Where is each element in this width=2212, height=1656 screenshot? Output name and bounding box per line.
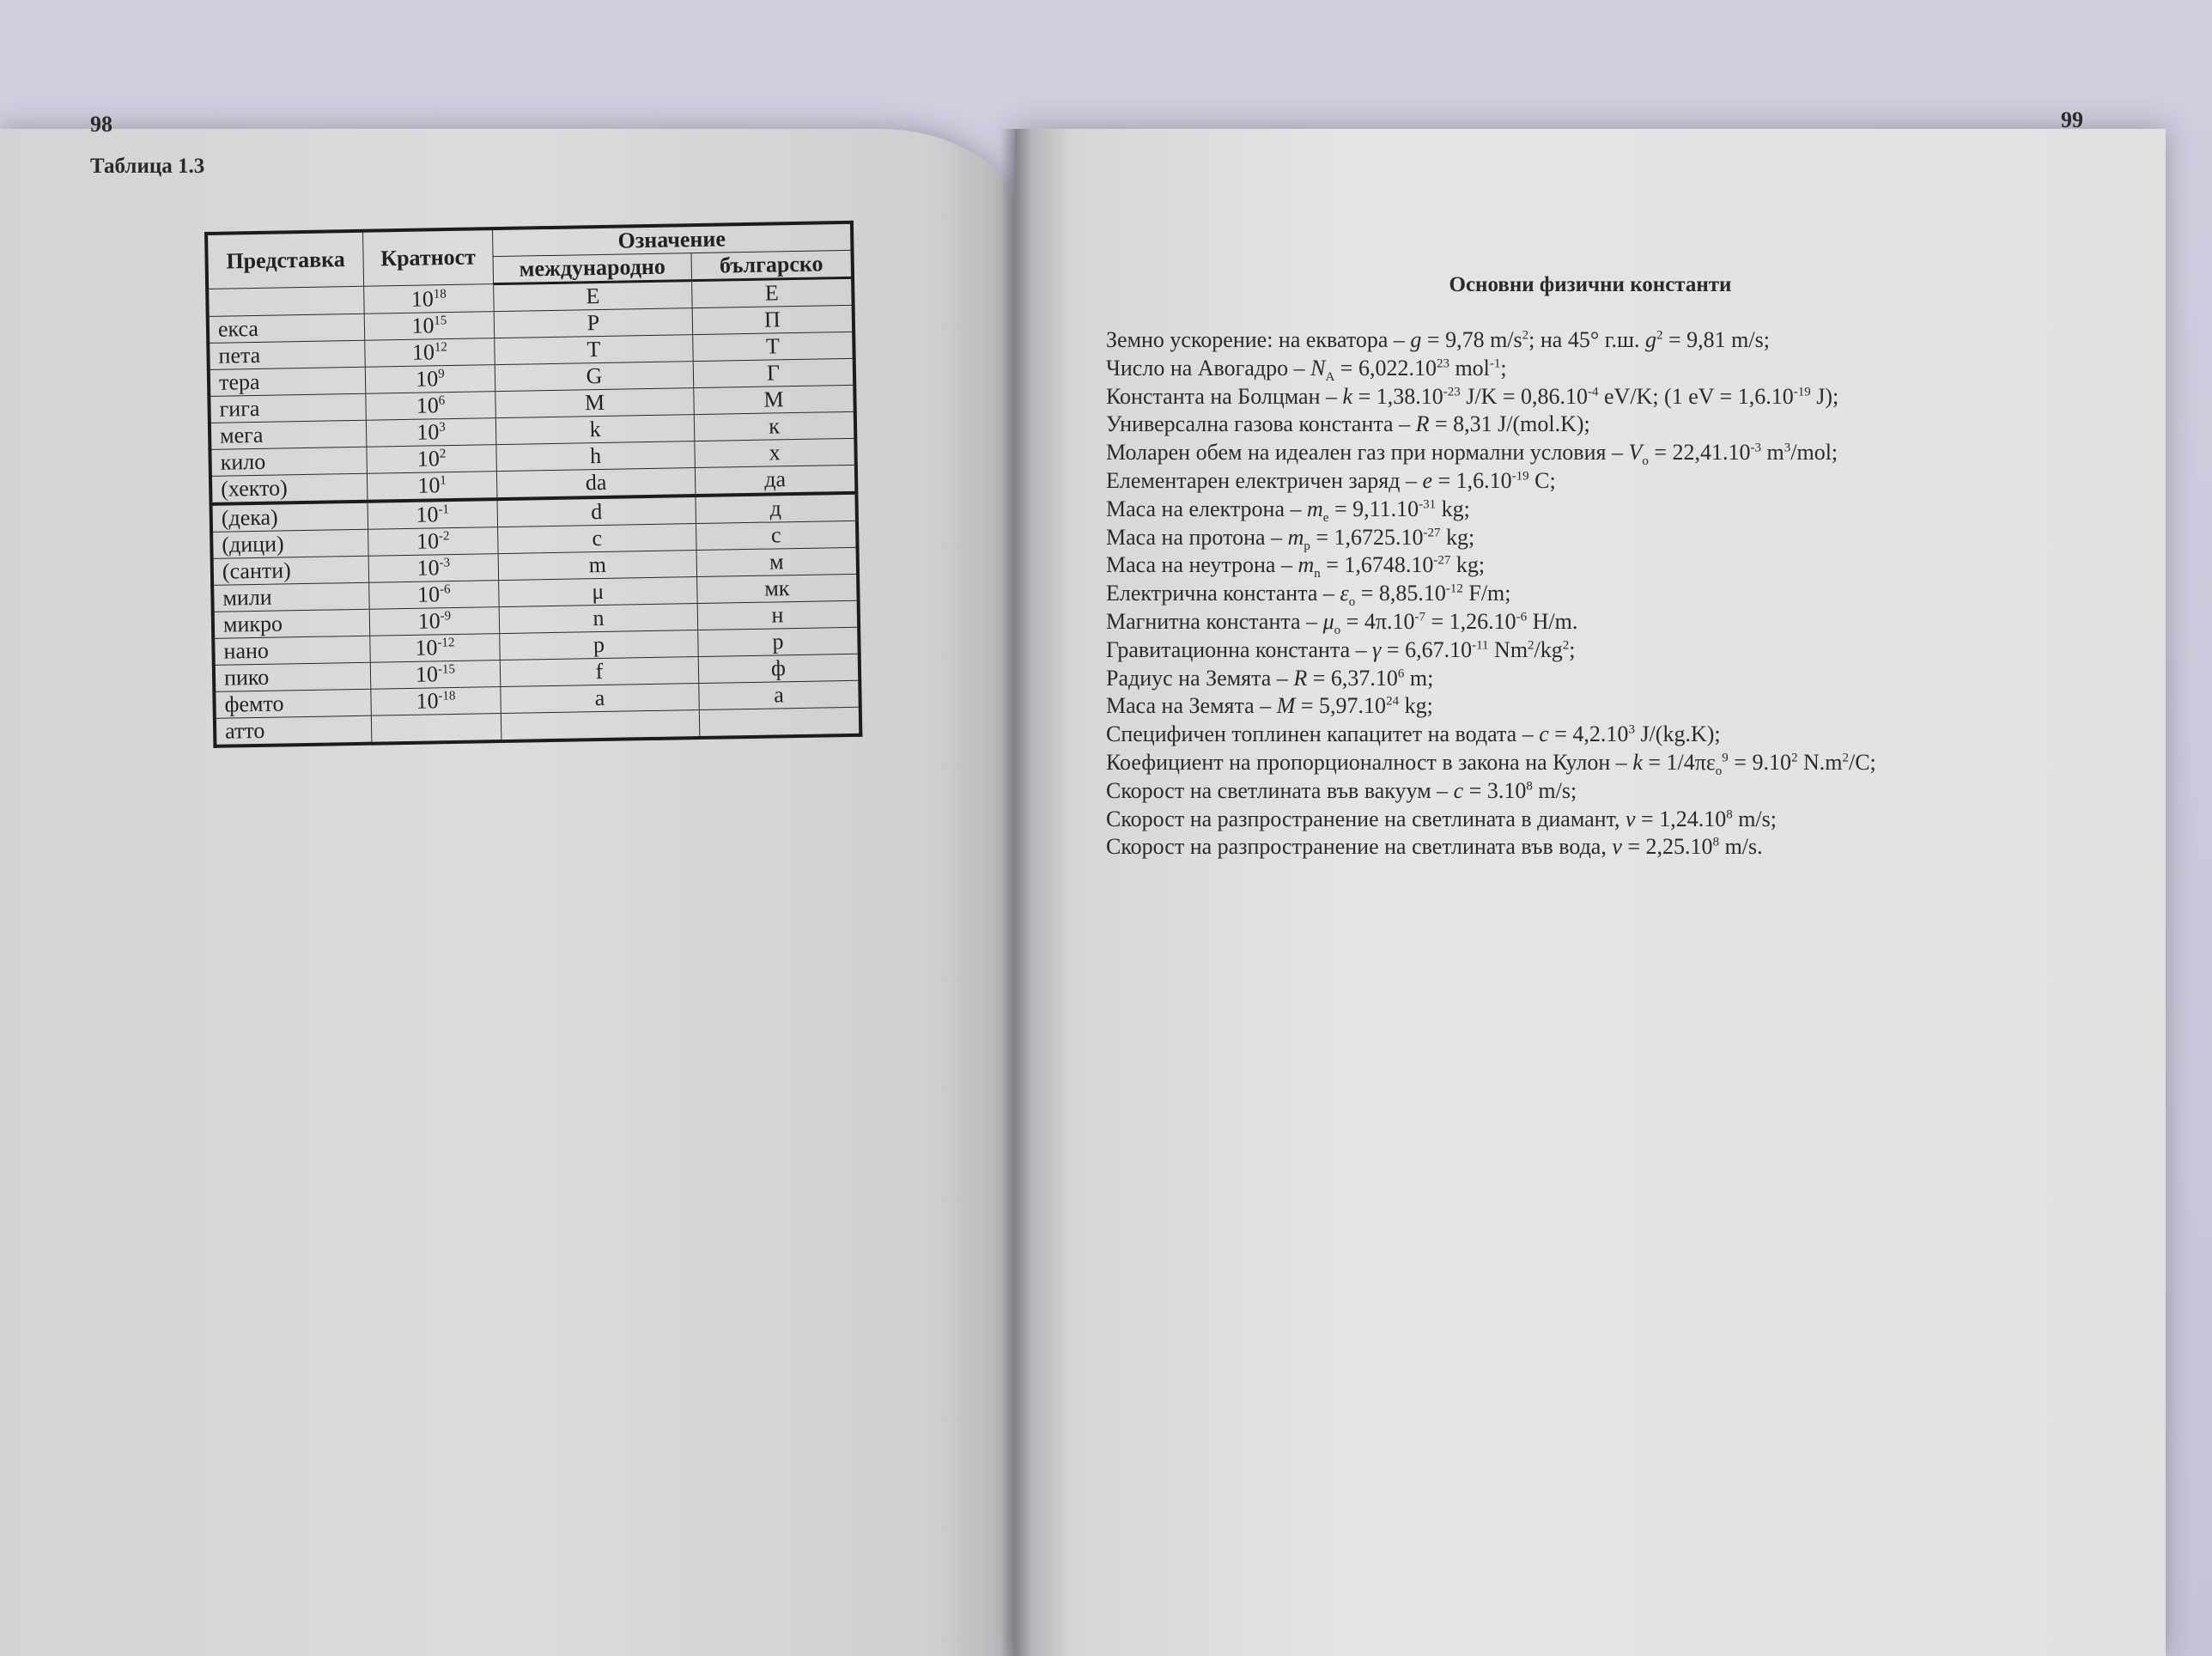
constant-symbol: N xyxy=(1310,355,1326,381)
constant-symbol: v xyxy=(1625,806,1636,831)
multiple-exponent: 9 xyxy=(438,367,445,381)
constant-text: = 6,022.10 xyxy=(1334,355,1437,381)
constant-text: Число на Авогадро – xyxy=(1106,355,1311,381)
international-symbol-cell: k xyxy=(495,415,695,445)
constant-line xyxy=(1106,665,1876,693)
constant-superscript: 3 xyxy=(1784,441,1791,455)
multiple-exponent: -15 xyxy=(437,662,456,677)
constant-superscript: -6 xyxy=(1516,610,1528,624)
constant-text: Радиус на Земята – xyxy=(1106,665,1294,691)
constant-line xyxy=(1106,411,1876,439)
constant-text: Маса на електрона – xyxy=(1106,496,1307,521)
constant-text: Земно ускорение: на екватора – xyxy=(1106,327,1411,352)
constant-text: mol xyxy=(1449,355,1490,381)
international-symbol-cell: p xyxy=(500,630,699,661)
constant-text: /mol; xyxy=(1790,440,1838,466)
constant-superscript: -31 xyxy=(1419,497,1437,512)
bulgarian-symbol-cell: да xyxy=(695,465,856,496)
prefix-name-cell: микро xyxy=(213,609,370,638)
constant-line xyxy=(1106,439,1876,467)
constant-text: = 1/4πε xyxy=(1642,749,1716,775)
multiple-base: 10 xyxy=(416,502,439,527)
prefix-name-cell: пико xyxy=(214,662,371,691)
multiple-exponent: 3 xyxy=(439,420,446,435)
bulgarian-symbol-cell: д xyxy=(696,493,857,524)
multiple-cell xyxy=(366,392,496,421)
multiple-exponent: 18 xyxy=(433,286,447,301)
prefix-name-cell xyxy=(207,286,364,316)
constant-superscript: -23 xyxy=(1443,384,1461,399)
header-bulgarian: българско xyxy=(691,250,853,280)
multiple-base: 10 xyxy=(417,472,441,498)
constant-text: = 2,25.10 xyxy=(1621,834,1713,860)
multiple-cell xyxy=(370,661,501,690)
header-designation: Означение xyxy=(492,222,852,257)
multiple-cell xyxy=(368,527,499,557)
section-title: Основни физични константи xyxy=(1449,273,1732,296)
constant-symbol: k xyxy=(1342,383,1353,409)
constant-text: = 1,26.10 xyxy=(1425,608,1516,634)
multiple-base: 10 xyxy=(416,528,440,554)
constant-subscript: o xyxy=(1715,764,1723,779)
multiple-cell xyxy=(371,687,501,716)
constant-symbol: k xyxy=(1632,749,1643,775)
constant-text: Константа на Болцман – xyxy=(1106,383,1343,409)
multiple-base: 10 xyxy=(415,661,439,687)
header-prefix: Представка xyxy=(206,231,364,289)
left-page-number: 98 xyxy=(90,112,112,137)
constant-text: Скорост на светлината във вакуум – xyxy=(1106,777,1454,803)
bulgarian-symbol-cell: с xyxy=(696,521,858,550)
constant-superscript: 24 xyxy=(1386,694,1400,709)
constant-symbol: e xyxy=(1422,467,1432,493)
constant-superscript: -19 xyxy=(1793,384,1811,399)
constant-text: ; xyxy=(1869,749,1876,775)
prefix-name-cell: екса xyxy=(208,314,365,343)
bulgarian-symbol-cell: Е xyxy=(692,277,854,307)
constant-subscript: o xyxy=(1348,595,1356,610)
constant-text: Гравитационна константа – xyxy=(1106,636,1373,662)
prefix-name-cell: тера xyxy=(209,367,366,396)
header-multiple: Кратност xyxy=(363,228,494,286)
constant-text: = 9,81 m/s xyxy=(1662,327,1764,352)
multiple-exponent: -9 xyxy=(440,609,452,624)
constant-text: H/m. xyxy=(1527,608,1578,634)
constant-superscript: 9 xyxy=(1722,751,1729,765)
constant-text: F/m; xyxy=(1462,581,1511,606)
multiple-base: 10 xyxy=(416,555,440,581)
international-symbol-cell: da xyxy=(496,468,696,500)
constant-superscript: 8 xyxy=(1726,807,1733,821)
bulgarian-symbol-cell: а xyxy=(699,680,860,709)
constant-text: m/s; xyxy=(1732,806,1777,831)
constant-text: = 8,31 J/(mol.K); xyxy=(1429,411,1590,437)
constant-subscript: p xyxy=(1304,539,1310,553)
international-symbol-cell: a xyxy=(501,684,700,714)
multiple-exponent: 2 xyxy=(439,447,447,461)
constant-text: Коефициент на пропорционалност в закона на Кулон – xyxy=(1106,749,1633,775)
prefix-name-cell: кило xyxy=(210,447,367,476)
right-page-number: 99 xyxy=(2061,107,2083,132)
international-symbol-cell: P xyxy=(494,308,693,338)
constant-text: Моларен обем на идеален газ при нормални условия – xyxy=(1106,440,1629,466)
prefix-name-cell: фемто xyxy=(214,689,371,718)
constant-text: = 1,6725.10 xyxy=(1310,524,1424,550)
multiple-cell xyxy=(365,338,495,368)
book-gutter xyxy=(1000,129,1031,1656)
constant-text: Универсална газова константа – xyxy=(1106,411,1416,437)
constant-text: Магнитна константа – xyxy=(1106,608,1323,634)
prefix-name-cell: (дици) xyxy=(211,529,368,558)
constant-subscript: n xyxy=(1314,567,1321,581)
constant-superscript: 3 xyxy=(1628,722,1635,737)
prefix-table-body xyxy=(207,277,860,746)
constant-superscript: 2 xyxy=(1656,328,1663,343)
constant-text: /C xyxy=(1848,749,1870,775)
multiple-exponent: -6 xyxy=(439,582,451,597)
constant-superscript: -7 xyxy=(1414,610,1425,624)
constant-text: ; xyxy=(1763,327,1770,352)
constant-symbol: V xyxy=(1628,440,1643,466)
multiple-exponent: 12 xyxy=(434,340,448,355)
multiple-exponent: 15 xyxy=(434,314,447,328)
constant-subscript: o xyxy=(1334,624,1341,638)
constant-superscript: 2 xyxy=(1842,751,1849,765)
constant-symbol: m xyxy=(1287,524,1304,550)
constant-text: Елементарен електричен заряд – xyxy=(1106,467,1423,493)
multiple-base: 10 xyxy=(416,581,441,607)
constant-superscript: 8 xyxy=(1526,779,1533,794)
bulgarian-symbol-cell: П xyxy=(692,305,854,334)
constant-text: Скорост на разпространение на светлината в диамант, xyxy=(1106,806,1626,831)
multiple-cell xyxy=(370,634,501,663)
constant-text: N.m xyxy=(1797,749,1843,775)
prefix-name-cell: атто xyxy=(215,715,372,746)
constant-symbol: R xyxy=(1415,411,1430,437)
constant-line xyxy=(1106,326,1876,355)
constant-symbol: g xyxy=(1644,327,1656,352)
bulgarian-symbol-cell: н xyxy=(697,600,859,630)
multiple-base: 10 xyxy=(416,446,441,472)
constant-line xyxy=(1106,749,1876,777)
constant-symbol: μ xyxy=(1322,608,1334,634)
prefix-name-cell: нано xyxy=(213,636,370,665)
international-symbol-cell: E xyxy=(494,281,693,312)
bulgarian-symbol-cell: Т xyxy=(693,332,854,361)
multiple-exponent: 1 xyxy=(440,473,447,488)
multiple-base: 10 xyxy=(415,635,438,661)
constant-text: ; xyxy=(1500,355,1507,381)
prefix-name-cell: (хекто) xyxy=(210,473,368,504)
prefix-name-cell: гига xyxy=(209,393,366,423)
constant-symbol: c xyxy=(1453,777,1464,803)
multiple-exponent: -18 xyxy=(438,689,456,703)
constant-text: m/s; xyxy=(1532,777,1577,803)
constant-superscript: 8 xyxy=(1712,835,1720,849)
constant-superscript: -27 xyxy=(1433,553,1451,568)
constant-superscript: 2 xyxy=(1528,638,1534,653)
prefix-name-cell: мега xyxy=(210,420,367,449)
prefix-name-cell: мили xyxy=(212,582,369,612)
constant-text: = 1,38.10 xyxy=(1352,383,1443,409)
multiple-exponent: -1 xyxy=(438,502,450,517)
constant-text: C; xyxy=(1528,467,1556,493)
constant-symbol: m xyxy=(1297,552,1315,578)
international-symbol-cell: d xyxy=(497,496,696,527)
constant-text: Специфичен топлинен капацитет на водата – xyxy=(1106,721,1540,747)
constant-text: = 8,85.10 xyxy=(1355,581,1446,606)
constant-text: = 4,2.10 xyxy=(1548,721,1629,747)
multiple-base: 10 xyxy=(416,366,439,392)
constant-line xyxy=(1106,524,1876,552)
bulgarian-symbol-cell: х xyxy=(695,438,856,467)
international-symbol-cell: T xyxy=(495,335,694,365)
constant-subscript: o xyxy=(1642,454,1649,469)
constant-superscript: 23 xyxy=(1436,356,1449,371)
international-symbol-cell: m xyxy=(498,551,697,581)
multiple-base: 10 xyxy=(416,393,440,418)
constant-text: /kg xyxy=(1534,636,1563,662)
constant-text: J); xyxy=(1810,383,1839,409)
constant-subscript: e xyxy=(1322,510,1329,525)
constant-superscript: -11 xyxy=(1472,638,1489,653)
constant-text: = 1,6.10 xyxy=(1432,467,1512,493)
prefix-name-cell: пета xyxy=(208,340,365,369)
constant-text: = 1,6748.10 xyxy=(1320,552,1434,578)
multiple-cell xyxy=(368,499,498,529)
constant-superscript: -27 xyxy=(1423,525,1441,539)
bulgarian-symbol-cell: м xyxy=(696,547,858,576)
constant-text: ; на 45° г.ш. xyxy=(1528,327,1645,352)
bulgarian-symbol-cell xyxy=(699,707,860,738)
bulgarian-symbol-cell: Г xyxy=(693,358,854,387)
multiple-base: 10 xyxy=(417,608,441,634)
constant-text: = 6,67.10 xyxy=(1381,636,1473,662)
constant-text: Скорост на разпространение на светлината във вода, xyxy=(1106,834,1613,860)
multiple-cell xyxy=(367,472,497,502)
international-symbol-cell: n xyxy=(499,604,698,634)
multiple-cell xyxy=(365,365,495,394)
multiple-base: 10 xyxy=(416,419,440,445)
constant-text: m/s. xyxy=(1719,834,1763,860)
multiple-exponent: -3 xyxy=(439,556,451,570)
multiple-cell xyxy=(369,607,500,636)
international-symbol-cell xyxy=(501,710,700,742)
constant-line xyxy=(1106,467,1876,496)
constant-line xyxy=(1106,551,1876,580)
constant-symbol: g xyxy=(1410,327,1422,352)
constant-line xyxy=(1106,383,1876,411)
constant-symbol: γ xyxy=(1372,636,1382,662)
constant-line xyxy=(1106,777,1876,806)
constants-list xyxy=(1106,326,1876,861)
constant-subscript: A xyxy=(1325,369,1335,384)
multiple-base: 10 xyxy=(411,313,434,338)
constant-text: = 9.10 xyxy=(1728,749,1791,775)
multiple-base: 10 xyxy=(410,285,434,312)
constant-line xyxy=(1106,355,1876,383)
constant-text: = 9,78 m/s xyxy=(1421,327,1522,352)
multiple-cell xyxy=(364,284,495,314)
constant-line xyxy=(1106,721,1876,749)
multiple-cell xyxy=(367,445,497,474)
constant-text: = 22,41.10 xyxy=(1648,440,1751,466)
constant-line xyxy=(1106,806,1876,834)
constant-symbol: m xyxy=(1307,496,1323,521)
international-symbol-cell: c xyxy=(498,524,697,554)
constant-line xyxy=(1106,692,1876,721)
bulgarian-symbol-cell: р xyxy=(698,627,860,656)
constant-text: kg; xyxy=(1436,496,1470,521)
prefix-name-cell: (санти) xyxy=(212,556,369,585)
constant-text: = 1,24.10 xyxy=(1635,806,1727,831)
multiple-cell xyxy=(371,714,501,744)
multiple-exponent: -12 xyxy=(437,636,455,650)
constant-text: J/(kg.K); xyxy=(1634,721,1721,747)
constant-text: eV/K; (1 eV = 1,6.10 xyxy=(1598,383,1794,409)
constant-text: ; xyxy=(1569,636,1576,662)
international-symbol-cell: h xyxy=(496,441,696,472)
constant-text: Маса на протона – xyxy=(1106,524,1288,550)
constant-line xyxy=(1106,496,1876,524)
bulgarian-symbol-cell: к xyxy=(694,411,855,441)
constant-text: kg; xyxy=(1450,552,1486,578)
constant-text: m; xyxy=(1404,665,1434,691)
constant-text: = 6,37.10 xyxy=(1307,665,1398,691)
multiple-cell xyxy=(369,581,500,610)
multiple-exponent: -2 xyxy=(438,529,450,544)
constant-superscript: -4 xyxy=(1588,384,1599,399)
multiple-cell xyxy=(368,554,499,583)
constant-superscript: 2 xyxy=(1562,638,1570,653)
header-international: международно xyxy=(493,253,692,284)
constant-text: kg; xyxy=(1440,524,1475,550)
constant-text: Маса на неутрона – xyxy=(1106,552,1298,578)
international-symbol-cell: M xyxy=(495,388,695,418)
constant-symbol: c xyxy=(1539,721,1549,747)
constant-text: J/K = 0,86.10 xyxy=(1460,383,1589,409)
international-symbol-cell: f xyxy=(500,657,699,687)
constant-superscript: -3 xyxy=(1750,441,1762,455)
constant-superscript: -1 xyxy=(1489,356,1501,371)
constant-text: = 3.10 xyxy=(1463,777,1527,803)
constant-line xyxy=(1106,608,1876,636)
prefix-name-cell: (дека) xyxy=(211,502,368,533)
bulgarian-symbol-cell: М xyxy=(694,385,855,414)
constant-text: Nm xyxy=(1488,636,1528,662)
constant-symbol: M xyxy=(1276,693,1296,719)
bulgarian-symbol-cell: ф xyxy=(698,654,860,683)
constant-superscript: 2 xyxy=(1522,328,1529,343)
constant-superscript: 2 xyxy=(1790,751,1798,765)
constant-superscript: -19 xyxy=(1511,469,1529,484)
constant-text: = 5,97.10 xyxy=(1295,693,1387,719)
constant-text: = 9,11.10 xyxy=(1328,496,1419,521)
constant-symbol: R xyxy=(1293,665,1308,691)
prefix-table xyxy=(204,221,862,748)
constant-line xyxy=(1106,636,1876,665)
constant-symbol: ε xyxy=(1340,581,1349,606)
constant-superscript: -12 xyxy=(1445,581,1463,596)
constant-symbol: v xyxy=(1612,834,1622,860)
multiple-exponent: 6 xyxy=(438,393,446,408)
constant-line xyxy=(1106,833,1876,861)
international-symbol-cell: G xyxy=(495,362,694,392)
constant-text: m xyxy=(1761,440,1784,466)
constant-superscript: 6 xyxy=(1397,666,1405,680)
constant-text: Електрична константа – xyxy=(1106,581,1340,606)
constant-text: kg; xyxy=(1399,693,1433,719)
international-symbol-cell: μ xyxy=(499,577,698,607)
table-caption: Таблица 1.3 xyxy=(90,155,205,178)
multiple-base: 10 xyxy=(411,339,435,365)
multiple-base: 10 xyxy=(416,688,439,714)
constant-text: = 4π.10 xyxy=(1340,608,1415,634)
multiple-cell xyxy=(364,312,495,341)
multiple-cell xyxy=(366,418,496,447)
constant-line xyxy=(1106,580,1876,608)
bulgarian-symbol-cell: мк xyxy=(697,574,859,603)
constant-text: Маса на Земята – xyxy=(1106,693,1277,719)
